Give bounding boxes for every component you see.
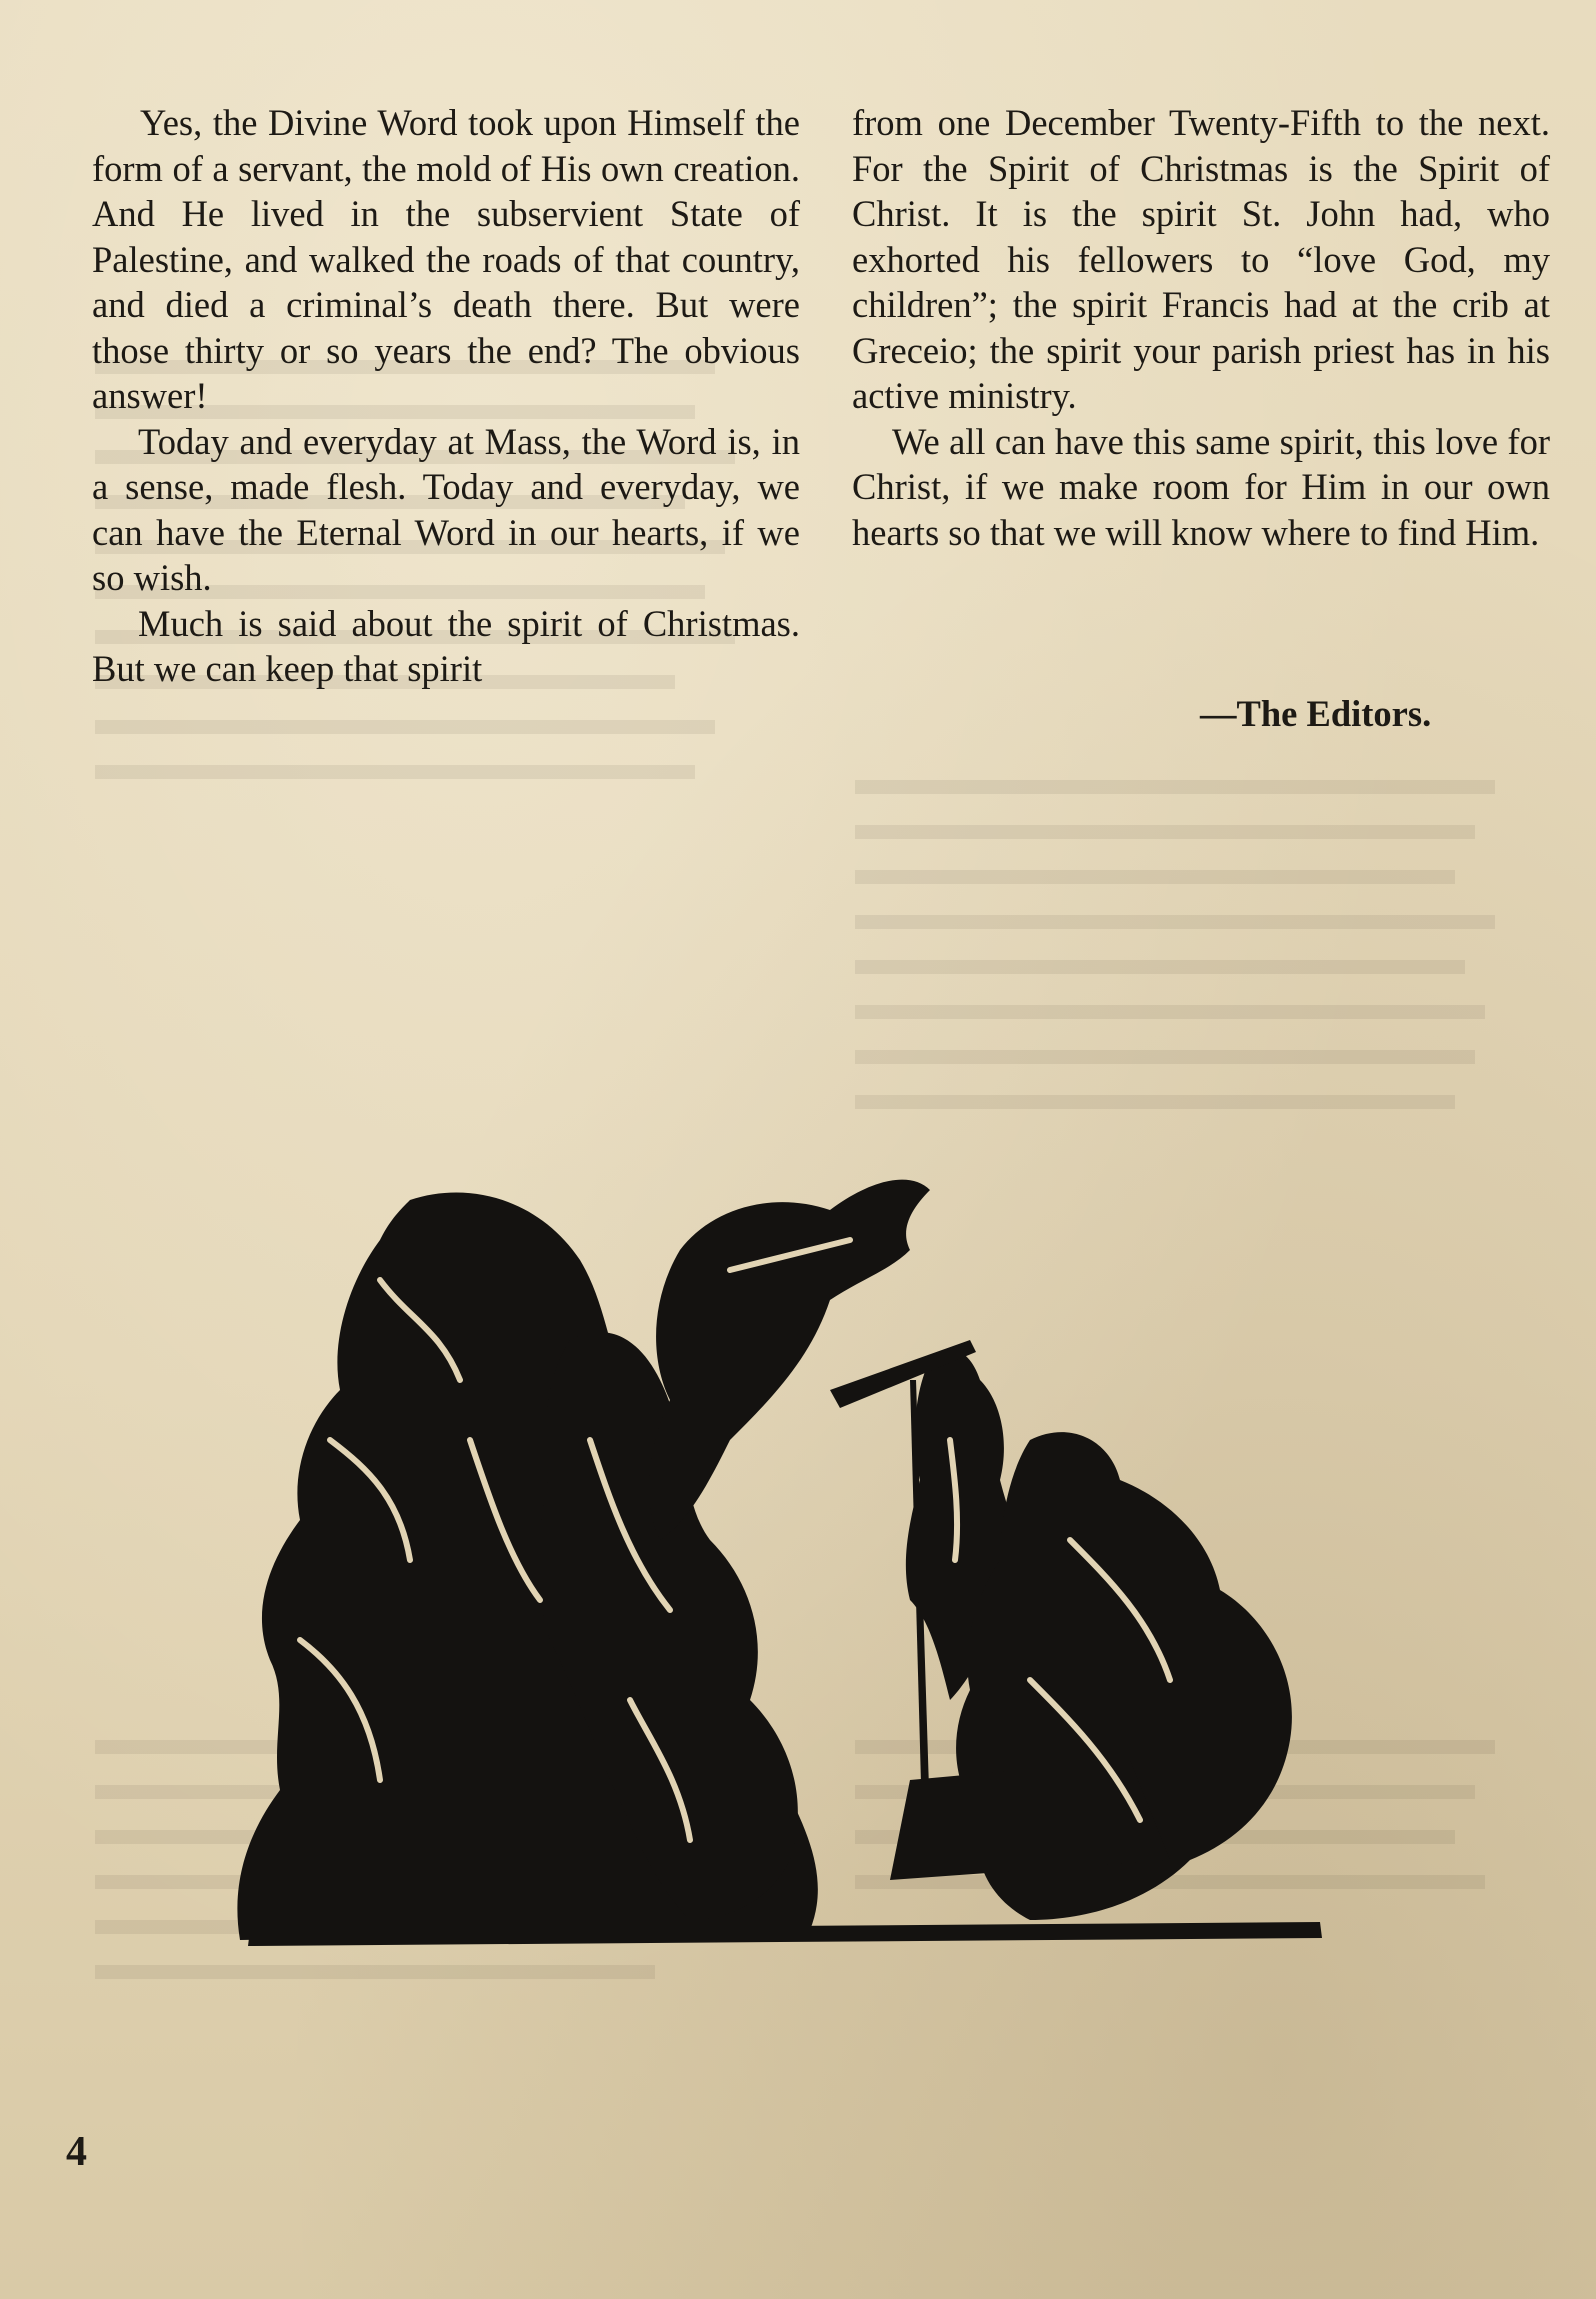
signature: —The Editors. xyxy=(1200,693,1432,734)
text-column-left xyxy=(92,100,800,692)
text-column-right xyxy=(852,100,1550,555)
paragraph: from one December Twenty-Fifth to the next. For the Spirit of Christmas is the Spirit of Christ. It is the spirit St. John had, who exhorted his fellowers to “love God, my children”; the spirit Francis had at the crib at Greceio; the spirit your parish priest has in his active ministry. xyxy=(852,102,1550,416)
nativity-magi-illustration xyxy=(210,1140,1410,1970)
paragraph: Today and everyday at Mass, the Word is, in a sense, made flesh. Today and everyday, we can have the Eternal Word in our hearts, if we so wish. xyxy=(92,420,800,598)
page-number: 4 xyxy=(66,2129,87,2175)
paragraph: Yes, the Divine Word took upon Himself the form of a servant, the mold of His own creation. And He lived in the subservient State of Palestine, and walked the roads of that country, and died a criminal’s death there. But were those thirty or so years the end? The obvious answer! xyxy=(92,102,800,416)
paragraph: We all can have this same spirit, this love for Christ, if we make room for Him in our own hearts so that we will know where to find Him. xyxy=(852,420,1550,553)
paragraph: Much is said about the spirit of Christmas. But we can keep that spirit xyxy=(92,602,800,689)
